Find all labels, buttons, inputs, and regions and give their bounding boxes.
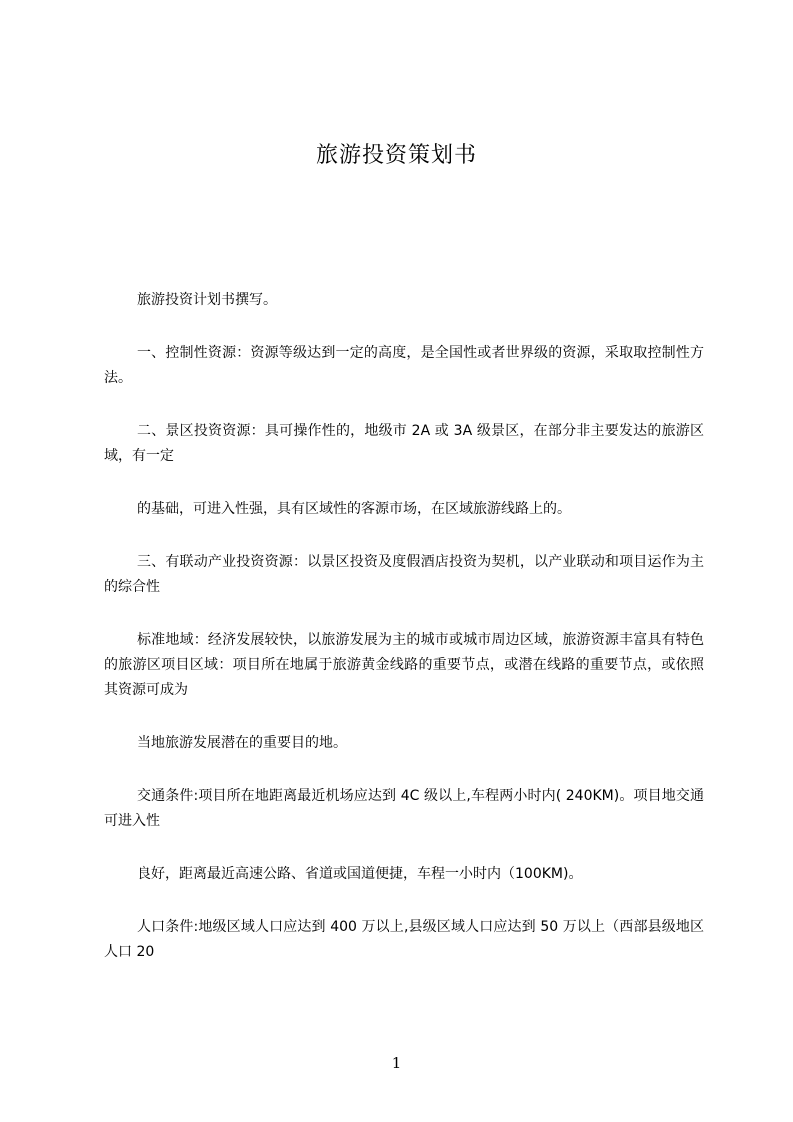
page-number: 1 bbox=[391, 1054, 402, 1072]
paragraph-intro: 旅游投资计划书撰写。 bbox=[137, 292, 277, 308]
paragraph-linked-industry: 三、有联动产业投资资源：以景区投资及度假酒店投资为契机，以产业联动和项目运作为主的综合性 bbox=[104, 554, 704, 595]
paragraph-traffic-conditions-cont: 良好，距离最近高速公路、省道或国道便捷，车程一小时内（100KM)。 bbox=[137, 866, 583, 882]
paragraph-scenic-investment-cont: 的基础，可进入性强，具有区域性的客源市场，在区域旅游线路上的。 bbox=[137, 501, 571, 517]
paragraph-traffic-conditions: 交通条件:项目所在地距离最近机场应达到 4C 级以上,车程两小时内( 240KM)。项目地交通可进入性 bbox=[104, 788, 704, 829]
document-body bbox=[104, 288, 704, 993]
paragraph-standard-region: 标准地域：经济发展较快，以旅游发展为主的城市或城市周边区域，旅游资源丰富具有特色的旅游区项目区域：项目所在地属于旅游黄金线路的重要节点，或潜在线路的重要节点，或依照其资源可成为 bbox=[104, 632, 704, 698]
paragraph-standard-region-cont: 当地旅游发展潜在的重要目的地。 bbox=[137, 735, 347, 751]
paragraph-population-conditions: 人口条件:地级区域人口应达到 400 万以上,县级区域人口应达到 50 万以上（西部县级地区人口 20 bbox=[104, 919, 704, 960]
paragraph-controlled-resources: 一、控制性资源：资源等级达到一定的高度，是全国性或者世界级的资源，采取取控制性方法。 bbox=[104, 345, 704, 386]
document-title: 旅游投资策划书 bbox=[315, 143, 477, 168]
paragraph-scenic-investment: 二、景区投资资源：具可操作性的，地级市 2A 或 3A 级景区，在部分非主要发达的旅游区域，有一定 bbox=[104, 423, 704, 464]
